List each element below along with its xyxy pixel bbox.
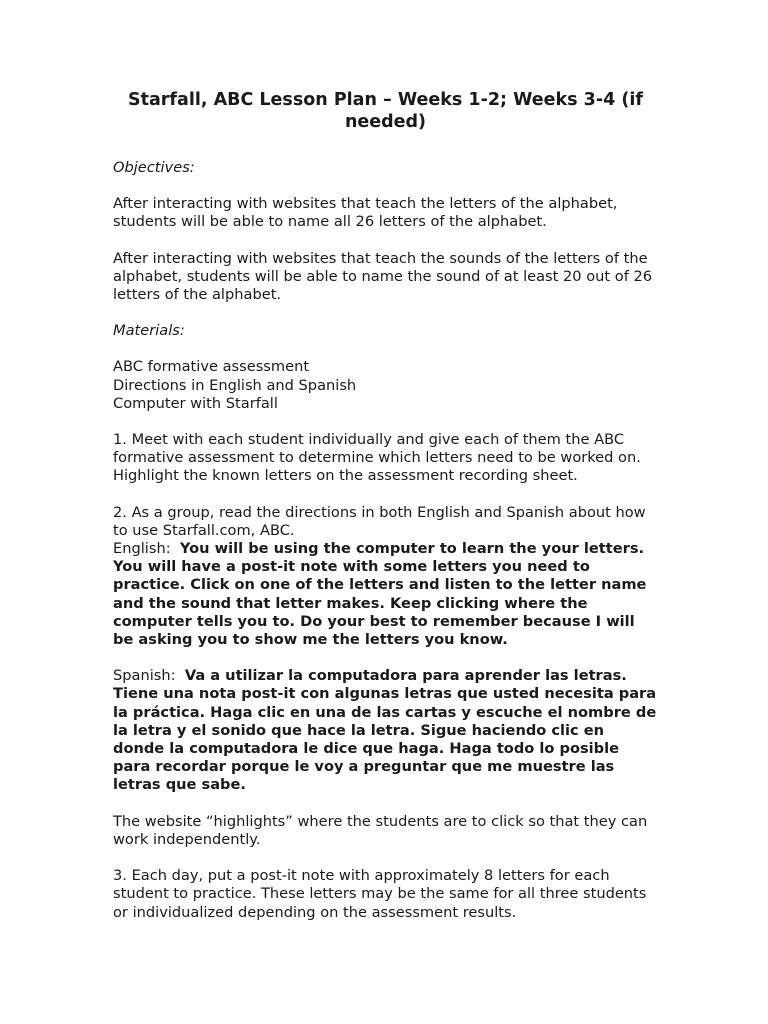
materials-list <box>113 358 658 413</box>
document-page <box>113 90 658 940</box>
materials-item: Computer with Starfall <box>113 394 278 412</box>
materials-heading: Materials: <box>113 322 185 340</box>
english-label: English: <box>113 540 171 558</box>
materials-item: ABC formative assessment <box>113 358 310 376</box>
website-note-paragraph: The website “highlights” where the students are to click so that they can work independently. <box>113 812 648 848</box>
spanish-directions <box>113 667 658 794</box>
objectives-heading: Objectives: <box>113 159 195 176</box>
english-directions <box>113 540 658 649</box>
objective-paragraph-1: After interacting with websites that teach the letters of the alphabet, students will be able to name all 26 letters of the alphabet. <box>113 195 618 231</box>
step-3-paragraph: 3. Each day, put a post-it note with approximately 8 letters for each student to practice. These letters may be the same for all three students or individualized depending on the assessment results. <box>113 867 647 921</box>
step-1-paragraph: 1. Meet with each student individually and give each of them the ABC formative assessment to determine which letters need to be worked on. Highlight the known letters on the assessment recording sheet. <box>113 431 641 485</box>
step-2-paragraph: 2. As a group, read the directions in both English and Spanish about how to use Starfall.com, ABC. <box>113 503 646 539</box>
materials-item: Directions in English and Spanish <box>113 376 357 394</box>
objective-paragraph-2: After interacting with websites that teach the sounds of the letters of the alphabet, students will be able to name the sound of at least 20 out of 26 letters of the alphabet. <box>113 249 653 304</box>
english-text: You will be using the computer to learn the your letters. You will have a post-it note with some letters you need to practice. Click on one of the letters and listen to the letter name and the sound that letter makes. Keep clicking where the computer tells you to. Do your best to remember because I will be asking you to show me the letters you know. <box>113 540 647 649</box>
spanish-text: Va a utilizar la computadora para aprender las letras. Tiene una nota post-it con algunas letras que usted necesita para la práctica. Haga clic en una de las cartas y escuche el nombre de la letra y el sonido que hace la letra. Sigue haciendo clic en donde la computadora le dice que haga. Haga todo lo posible para recordar porque le voy a preguntar que me muestre las letras que sabe. <box>113 667 657 794</box>
document-title: Starfall, ABC Lesson Plan – Weeks 1-2; Weeks 3-4 (if needed) <box>128 90 643 132</box>
spanish-label: Spanish: <box>113 667 176 685</box>
